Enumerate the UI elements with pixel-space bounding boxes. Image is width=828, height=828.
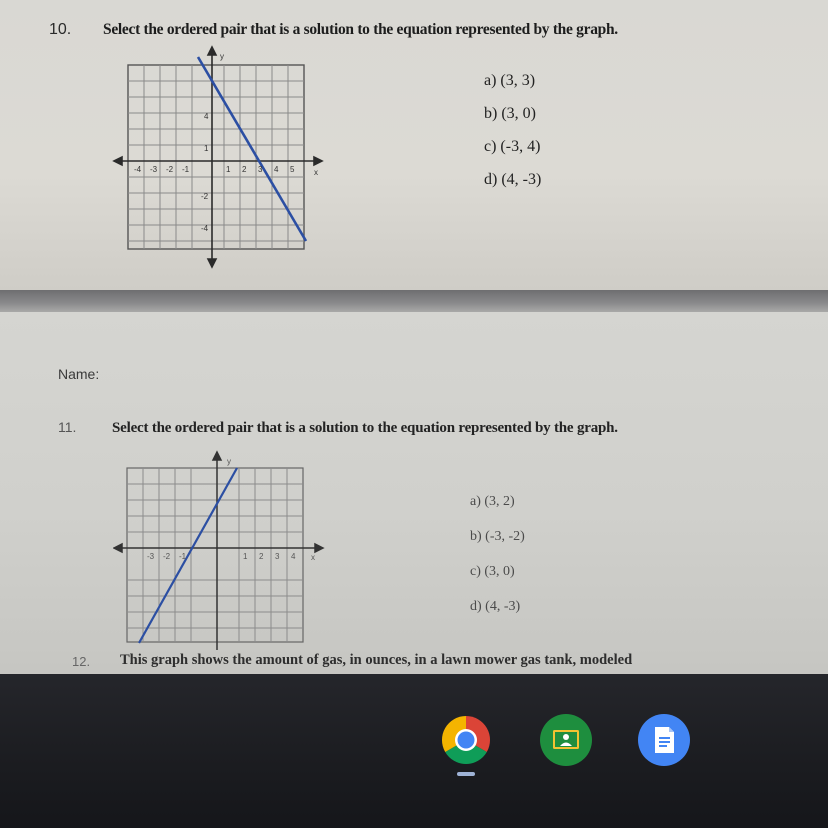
q10-choice-d[interactable]: d) (4, -3) (484, 171, 542, 188)
q10-y-axis-label: y (220, 52, 224, 61)
q11-y-arrow-up (213, 452, 221, 460)
page-divider-shadow (0, 290, 828, 312)
q10-y-tick: -2 (201, 192, 209, 201)
worksheet-bottom-section (0, 312, 828, 674)
q10-x-tick: 5 (290, 165, 295, 174)
q11-x-tick: 1 (243, 552, 248, 561)
q11-choice-c[interactable]: c) (3, 0) (470, 564, 515, 579)
q10-x-tick: -1 (182, 165, 190, 174)
os-shelf (0, 674, 828, 828)
q10-y-tick: -4 (201, 224, 209, 233)
docs-logo-svg (638, 714, 690, 766)
q10-axes (114, 47, 322, 267)
q11-choice-d[interactable]: d) (4, -3) (470, 599, 521, 614)
question-12-prompt: This graph shows the amount of gas, in ounces, in a lawn mower gas tank, modeled (120, 652, 633, 668)
docs-icon[interactable] (638, 714, 690, 766)
question-11-graph (113, 450, 325, 650)
q11-x-arrow-left (114, 544, 122, 552)
question-10-choices (484, 64, 541, 196)
q11-x-tick: -1 (179, 552, 187, 561)
question-10-number: 10. (49, 21, 72, 38)
q11-y-axis-label: y (227, 457, 231, 466)
q10-x-tick: 3 (258, 165, 263, 174)
q10-grid (128, 65, 304, 249)
chrome-active-indicator (457, 772, 475, 776)
q11-choice-a[interactable]: a) (3, 2) (470, 494, 515, 509)
question-11-number: 11. (58, 419, 77, 435)
classroom-icon[interactable] (540, 714, 592, 766)
chrome-logo-svg (440, 714, 492, 766)
q10-x-tick: 4 (274, 165, 279, 174)
q10-y-arrow-down (208, 259, 216, 267)
q10-x-tick: 2 (242, 165, 247, 174)
q10-x-tick: -2 (166, 165, 174, 174)
q10-choice-a[interactable]: a) (3, 3) (484, 72, 536, 89)
question-11-choices (470, 484, 525, 624)
q10-choice-b[interactable]: b) (3, 0) (484, 105, 536, 122)
q10-y-arrow-up (208, 47, 216, 55)
q10-x-arrow-right (314, 157, 322, 165)
q11-x-axis-label: x (311, 553, 315, 562)
question-10-prompt: Select the ordered pair that is a solution to the equation represented by the graph. (103, 21, 618, 38)
q11-axes (114, 452, 323, 650)
q10-x-arrow-left (114, 157, 122, 165)
worksheet-top-section (0, 0, 828, 290)
q11-x-tick: 2 (259, 552, 264, 561)
q11-x-tick: -3 (147, 552, 155, 561)
q11-x-arrow-right (315, 544, 323, 552)
q11-x-tick: 4 (291, 552, 296, 561)
name-label: Name: (58, 366, 100, 382)
q11-x-tick: 3 (275, 552, 280, 561)
q10-x-tick: -3 (150, 165, 158, 174)
chrome-icon[interactable] (440, 714, 492, 766)
q11-choice-b[interactable]: b) (-3, -2) (470, 529, 525, 544)
q11-x-tick: -2 (163, 552, 171, 561)
q10-choice-c[interactable]: c) (-3, 4) (484, 138, 541, 155)
q10-solution-line (198, 57, 306, 241)
q10-y-tick: 4 (204, 112, 209, 121)
q10-x-axis-label: x (314, 168, 318, 177)
question-10-graph (112, 45, 324, 270)
question-12-number: 12. (72, 654, 91, 669)
q10-y-tick: 1 (204, 144, 209, 153)
q10-x-tick: 1 (226, 165, 231, 174)
classroom-logo-svg (540, 714, 592, 766)
question-11-prompt: Select the ordered pair that is a solution to the equation represented by the graph. (112, 420, 618, 436)
q10-x-tick: -4 (134, 165, 142, 174)
